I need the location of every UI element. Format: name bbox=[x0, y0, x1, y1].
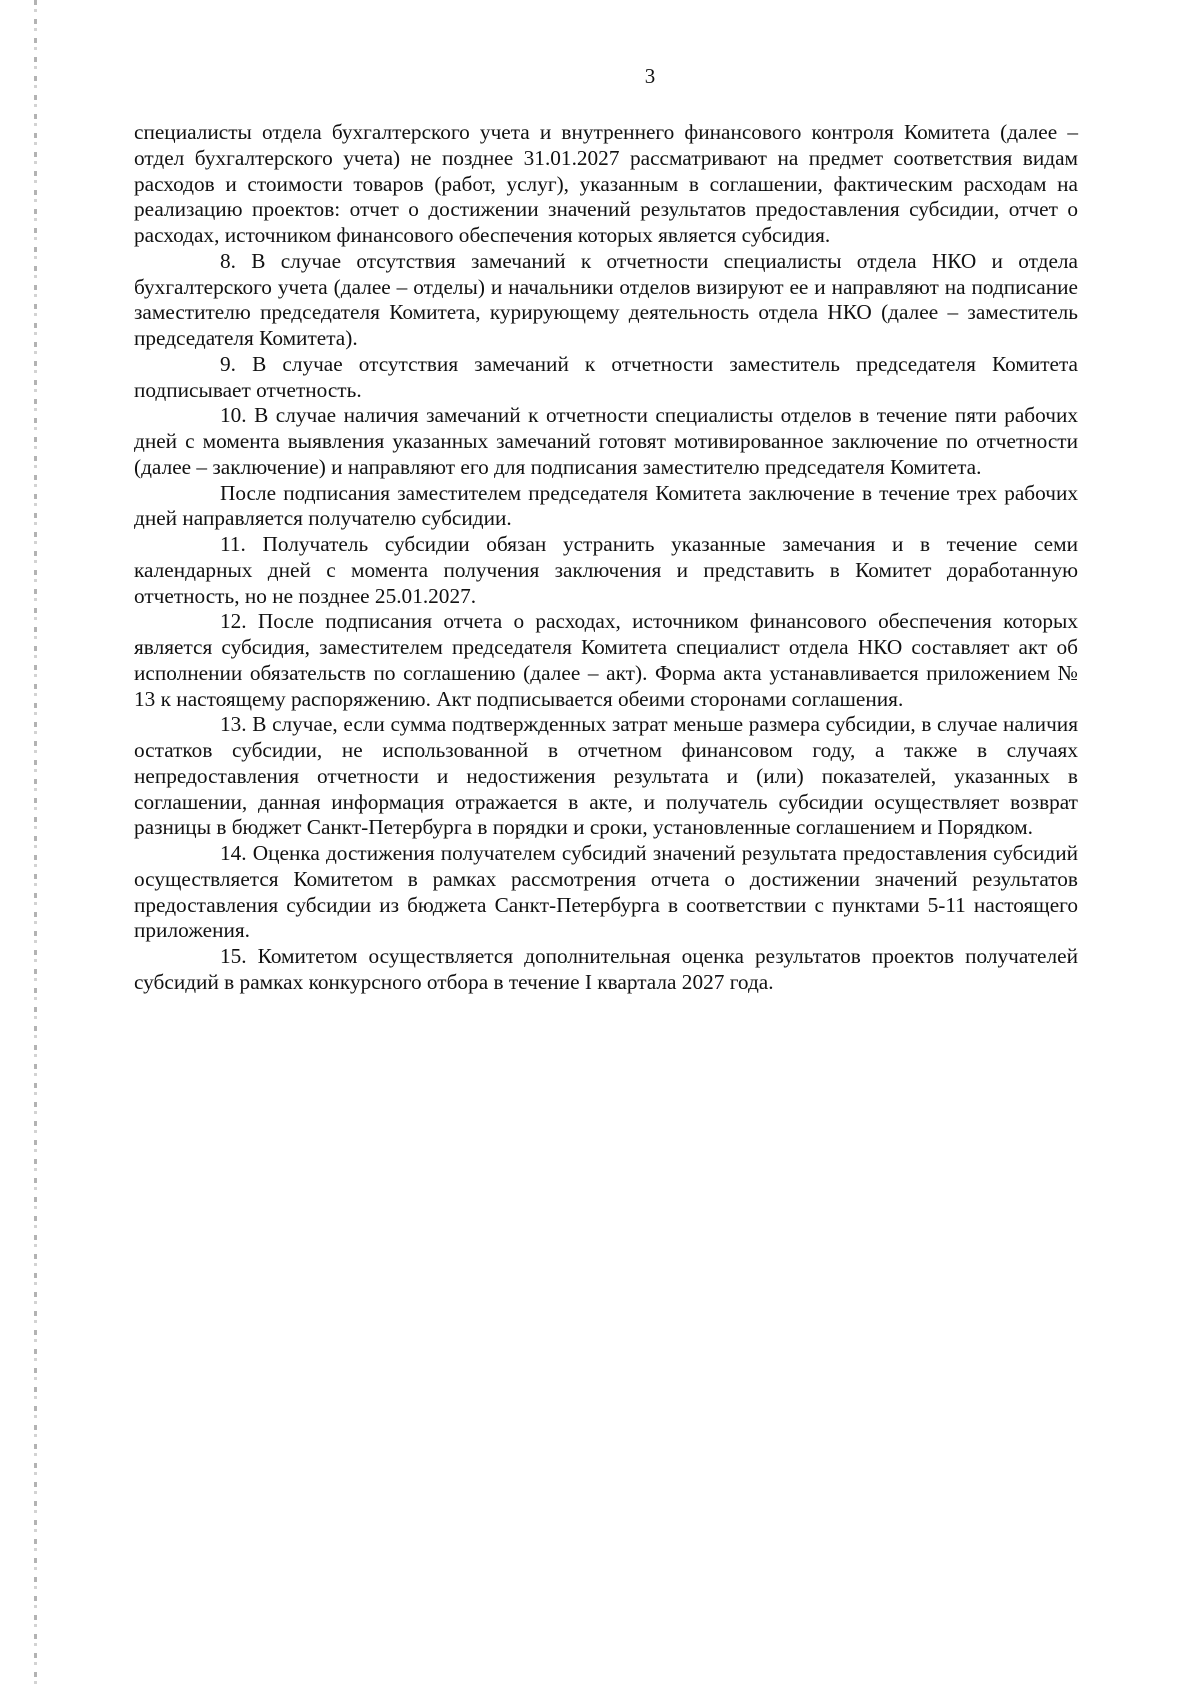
paragraph-continuation: специалисты отдела бухгалтерского учета и внутреннего финансового контроля Комитета (далее – отдел бухгалтерского учета) не позднее 31.01.2027 рассматривают на предмет соответствия видам расходов и стоимости товаров (работ, услуг), указанным в соглашении, фактическим расходам на реализацию проектов: отчет о достижении значений результатов предоставления субсидии, отчет о расходах, источником финансового обеспечения которых является субсидия. bbox=[134, 120, 1078, 247]
scan-edge-artifact bbox=[34, 0, 37, 1684]
paragraph-item-10: 10. В случае наличия замечаний к отчетности специалисты отделов в течение пяти рабочих дней с момента выявления указанных замечаний готовят мотивированное заключение по отчетности (далее – заключение) и направляют его для подписания заместителю председателя Комитета. bbox=[134, 403, 1078, 479]
paragraph-item-12: 12. После подписания отчета о расходах, источником финансового обеспечения которых является субсидия, заместителем председателя Комитета специалист отдела НКО составляет акт об исполнении обязательств по соглашению (далее – акт). Форма акта устанавливается приложением № 13 к настоящему распоряжению. Акт подписывается обеими сторонами соглашения. bbox=[134, 609, 1078, 711]
paragraph-item-9: 9. В случае отсутствия замечаний к отчетности заместитель председателя Комитета подписывает отчетность. bbox=[134, 351, 1078, 402]
page-number: 3 bbox=[644, 64, 656, 88]
paragraph-item-10-continued: После подписания заместителем председателя Комитета заключение в течение трех рабочих дней направляется получателю субсидии. bbox=[134, 480, 1078, 531]
paragraph-item-14: 14. Оценка достижения получателем субсидий значений результата предоставления субсидий осуществляется Комитетом в рамках рассмотрения отчета о достижении значений результатов предоставления субсидии из бюджета Санкт-Петербурга в соответствии с пунктами 5-11 настоящего приложения. bbox=[134, 841, 1078, 943]
paragraph-item-13: 13. В случае, если сумма подтвержденных затрат меньше размера субсидии, в случае наличия остатков субсидии, не использованной в отчетном финансовом году, а также в случаях непредоставления отчетности и недостижения результата и (или) показателей, указанных в соглашении, данная информация отражается в акте, и получатель субсидии осуществляет возврат разницы в бюджет Санкт-Петербурга в порядки и сроки, установленные соглашением и Порядком. bbox=[134, 712, 1078, 840]
paragraph-item-11: 11. Получатель субсидии обязан устранить указанные замечания и в течение семи календарных дней с момента получения заключения и представить в Комитет доработанную отчетность, но не позднее 25.01.2027. bbox=[134, 532, 1078, 608]
paragraph-item-15: 15. Комитетом осуществляется дополнительная оценка результатов проектов получателей субсидий в рамках конкурсного отбора в течение I квартала 2027 года. bbox=[134, 944, 1078, 994]
document-body bbox=[134, 120, 1078, 996]
paragraph-item-8: 8. В случае отсутствия замечаний к отчетности специалисты отдела НКО и отдела бухгалтерского учета (далее – отделы) и начальники отделов визируют ее и направляют на подписание заместителю председателя Комитета, курирующему деятельность отдела НКО (далее – заместитель председателя Комитета). bbox=[134, 248, 1078, 350]
